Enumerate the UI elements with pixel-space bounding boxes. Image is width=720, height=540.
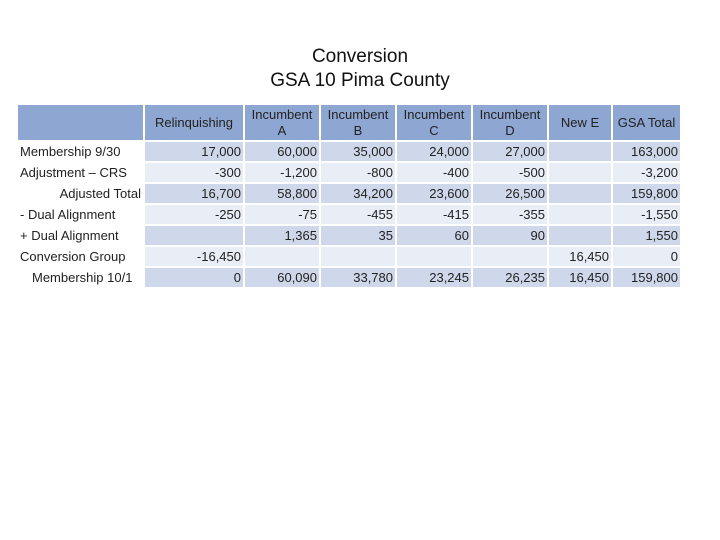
cell: 24,000 bbox=[397, 142, 471, 161]
title-line-1: Conversion bbox=[311, 46, 409, 67]
header-incumbent-b: Incumbent B bbox=[321, 105, 395, 140]
table-row bbox=[18, 205, 680, 224]
cell bbox=[549, 205, 611, 224]
cell: 34,200 bbox=[321, 184, 395, 203]
conversion-table bbox=[16, 103, 682, 289]
cell: 26,235 bbox=[473, 268, 547, 287]
cell bbox=[245, 247, 319, 266]
table-row bbox=[18, 247, 680, 266]
table-row bbox=[18, 163, 680, 182]
header-incumbent-a: Incumbent A bbox=[245, 105, 319, 140]
cell: 27,000 bbox=[473, 142, 547, 161]
header-gsa-total: GSA Total bbox=[613, 105, 680, 140]
cell: -3,200 bbox=[613, 163, 680, 182]
table-row bbox=[18, 142, 680, 161]
cell: 163,000 bbox=[613, 142, 680, 161]
header-new-e: New E bbox=[549, 105, 611, 140]
table-row bbox=[18, 226, 680, 245]
cell: 0 bbox=[145, 268, 243, 287]
cell: 159,800 bbox=[613, 268, 680, 287]
cell: -16,450 bbox=[145, 247, 243, 266]
cell: 60 bbox=[397, 226, 471, 245]
cell: 23,245 bbox=[397, 268, 471, 287]
cell: 1,550 bbox=[613, 226, 680, 245]
row-label: Membership 9/30 bbox=[20, 144, 121, 159]
cell: 17,000 bbox=[145, 142, 243, 161]
cell: 60,090 bbox=[245, 268, 319, 287]
cell: 0 bbox=[613, 247, 680, 266]
cell: -355 bbox=[473, 205, 547, 224]
cell: -455 bbox=[321, 205, 395, 224]
cell: 16,450 bbox=[549, 247, 611, 266]
cell: -415 bbox=[397, 205, 471, 224]
cell: 90 bbox=[473, 226, 547, 245]
cell: 23,600 bbox=[397, 184, 471, 203]
cell: 16,450 bbox=[549, 268, 611, 287]
row-label: - Dual Alignment bbox=[20, 207, 116, 222]
cell: 1,365 bbox=[245, 226, 319, 245]
cell: -250 bbox=[145, 205, 243, 224]
cell: -300 bbox=[145, 163, 243, 182]
header-incumbent-d: Incumbent D bbox=[473, 105, 547, 140]
cell bbox=[145, 226, 243, 245]
header-corner bbox=[18, 105, 143, 140]
cell: -400 bbox=[397, 163, 471, 182]
cell: 58,800 bbox=[245, 184, 319, 203]
cell: 60,000 bbox=[245, 142, 319, 161]
cell bbox=[549, 184, 611, 203]
cell: 33,780 bbox=[321, 268, 395, 287]
cell: 16,700 bbox=[145, 184, 243, 203]
row-label: Conversion Group bbox=[20, 249, 126, 264]
cell: -800 bbox=[321, 163, 395, 182]
table-row bbox=[18, 268, 680, 287]
cell: -1,550 bbox=[613, 205, 680, 224]
title-line-2: GSA 10 Pima County bbox=[270, 70, 450, 91]
header-row bbox=[18, 105, 680, 140]
cell bbox=[549, 142, 611, 161]
cell bbox=[473, 247, 547, 266]
cell bbox=[397, 247, 471, 266]
cell bbox=[321, 247, 395, 266]
cell: -500 bbox=[473, 163, 547, 182]
header-relinquishing: Relinquishing bbox=[145, 105, 243, 140]
cell: -75 bbox=[245, 205, 319, 224]
row-label: + Dual Alignment bbox=[20, 228, 119, 243]
cell: 35 bbox=[321, 226, 395, 245]
cell bbox=[549, 226, 611, 245]
table-row bbox=[18, 184, 680, 203]
cell: -1,200 bbox=[245, 163, 319, 182]
row-label: Adjustment – CRS bbox=[20, 165, 127, 180]
cell: 35,000 bbox=[321, 142, 395, 161]
cell: 159,800 bbox=[613, 184, 680, 203]
row-label: Adjusted Total bbox=[59, 186, 141, 201]
row-label: Membership 10/1 bbox=[32, 270, 133, 285]
header-incumbent-c: Incumbent C bbox=[397, 105, 471, 140]
cell: 26,500 bbox=[473, 184, 547, 203]
cell bbox=[549, 163, 611, 182]
